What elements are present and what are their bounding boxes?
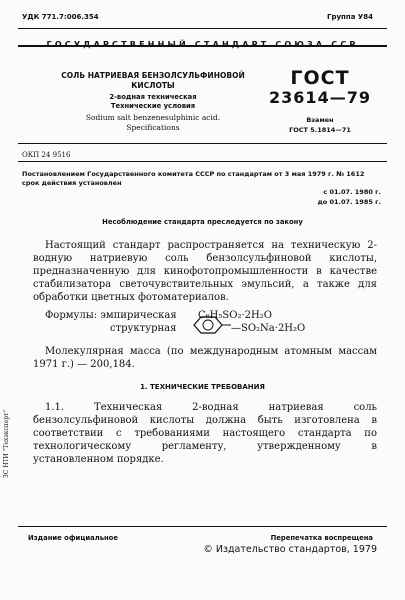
official-edition: Издание официальное	[28, 534, 118, 542]
protection-note: Несоблюдение стандарта преследуется по закону	[102, 218, 303, 226]
decree-text: Постановлением Государственного комитета СССР по стандартам от 3 мая 1979 г. № 1612 срок действия установлен	[22, 170, 365, 187]
formulas-label: Формулы: эмпирическая	[45, 310, 177, 321]
gost-label: ГОСТ	[290, 67, 350, 89]
effective-to: до 01.07. 1985 г.	[317, 198, 381, 206]
okp-code: ОКП 24 9516	[22, 151, 71, 159]
state-standard-title: ГОСУДАРСТВЕННЫЙ СТАНДАРТ СОЮЗА ССР	[46, 40, 359, 49]
title-sub-1: 2-водная техническая	[109, 93, 197, 101]
top-rule	[18, 28, 387, 29]
replaces-label: Взамен	[306, 116, 334, 124]
publisher: © Издательство стандартов, 1979	[203, 544, 377, 555]
title-en-1: Sodium salt benzenesulphinic acid.	[85, 113, 221, 122]
gost-block	[262, 68, 378, 134]
state-standard-bar	[0, 32, 405, 51]
molar-mass-paragraph: Молекулярная масса (по международным атомным массам 1971 г.) — 200,184.	[33, 346, 377, 370]
title-ru-line2: КИСЛОТЫ	[131, 81, 175, 90]
reprint-note: Перепечатка воспрещена	[270, 534, 373, 542]
clause-1-1: 1.1. Техническая 2-водная натриевая соль бензолсульфиновой кислоты должна быть изготовлена в соответствии с требованиями настоящего стандарта по технологическому регламенту, утвержденному в установленном порядке.	[33, 402, 377, 465]
benzene-ring-icon	[188, 314, 232, 336]
margin-note: ЗС НТИ "Техэксперт"	[3, 409, 10, 478]
gost-number: 23614—79	[269, 88, 371, 107]
replaces-code: ГОСТ 5.1814—71	[289, 126, 351, 134]
header-rule	[18, 45, 387, 47]
udk-code: УДК 771.7:006.354	[22, 13, 99, 21]
empirical-formula: C₆H₅SO₂·2H₂O	[198, 310, 272, 321]
title-sub-2: Технические условия	[110, 102, 196, 110]
document-title	[60, 71, 246, 133]
structural-label: структурная	[110, 323, 177, 334]
structural-formula: —SO₂Na·2H₂O	[231, 323, 306, 334]
group-code: Группа У84	[326, 13, 373, 21]
title-ru-line1: СОЛЬ НАТРИЕВАЯ БЕНЗОЛСУЛЬФИНОВОЙ	[61, 71, 245, 80]
title-en-2: Specifications	[126, 123, 180, 132]
footer-rule	[18, 526, 387, 527]
effective-from: с 01.07. 1980 г.	[323, 188, 381, 196]
section-title: 1. ТЕХНИЧЕСКИЕ ТРЕБОВАНИЯ	[140, 383, 265, 391]
okp-rule	[18, 161, 387, 162]
title-bottom-rule	[18, 143, 387, 144]
intro-paragraph: Настоящий стандарт распространяется на техническую 2-водную натриевую соль бензолсульфиновой кислоты, предназначенную для кинофотопромышленности в качестве стабилизатора светочувствительных эмульсий, а также для обработки цветных фотоматериалов.	[33, 240, 377, 303]
